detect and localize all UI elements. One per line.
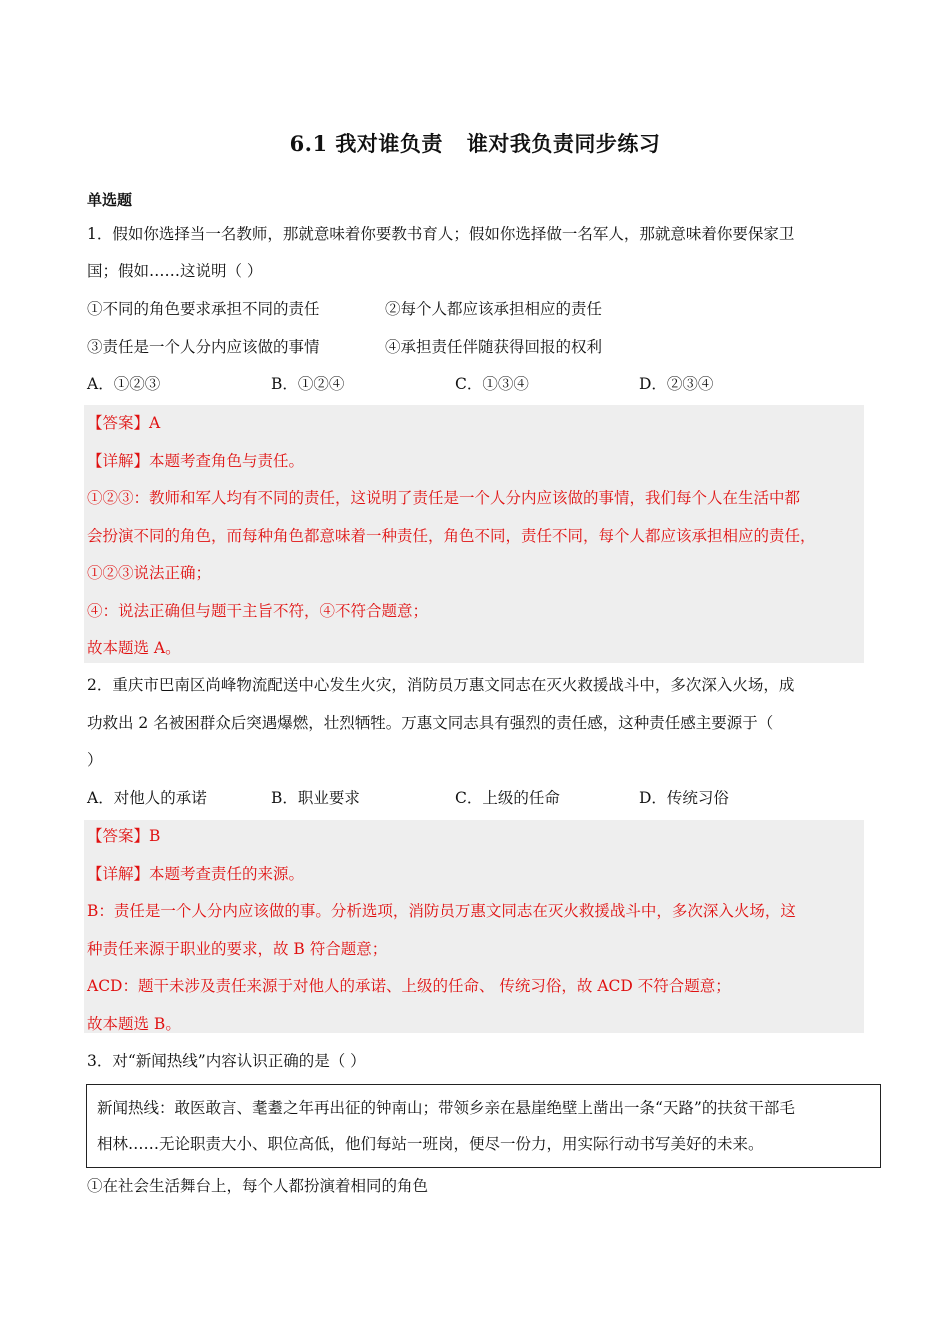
q1-statement-3: ③责任是一个人分内应该做的事情 (87, 338, 320, 356)
q1-option-c: C．①③④ (455, 375, 529, 393)
q1-detail (87, 450, 304, 472)
q2-option-a: A．对他人的承诺 (87, 789, 207, 807)
news-hotline-box (86, 1084, 881, 1168)
q1-detail-text: 本题考查角色与责任。 (149, 452, 305, 470)
q1-statement-4: ④承担责任伴随获得回报的权利 (385, 338, 603, 356)
q1-answer (87, 412, 160, 434)
q1-explain-line2: 会扮演不同的角色，而每种角色都意味着一种责任，角色不同，责任不同，每个人都应该承担相应的责任， (87, 527, 816, 545)
q1-option-a: A．①②③ (87, 375, 161, 393)
news-box-line2: 相林……无论职责大小、职位高低，他们每站一班岗，便尽一份力，用实际行动书写美好的未来。 (97, 1135, 764, 1153)
q2-explain-line4: 故本题选 B。 (87, 1015, 181, 1033)
q1-stem-line2: 国；假如……这说明（ ） (87, 262, 263, 280)
q2-detail (87, 863, 304, 885)
q3-stem-line1: 3．对“新闻热线”内容认识正确的是（ ） (87, 1052, 366, 1070)
q1-option-d: D．②③④ (639, 375, 714, 393)
title-part1: 6.1 我对谁负责 (289, 131, 443, 156)
q2-detail-tag: 【详解】 (87, 865, 150, 883)
q1-explain-line4: ④：说法正确但与题干主旨不符，④不符合题意； (87, 602, 429, 620)
q2-answer (87, 825, 160, 847)
page-title (0, 128, 950, 158)
q1-stem-line1: 1．假如你选择当一名教师，那就意味着你要教书育人；假如你选择做一名军人，那就意味着你要保家卫 (87, 225, 795, 243)
q1-answer-tag: 【答案】 (87, 414, 150, 432)
q2-answer-block (84, 820, 864, 1033)
title-part2: 谁对我负责同步练习 (466, 131, 661, 156)
q2-stem-line3: ） (87, 751, 103, 769)
q2-explain-line1: B：责任是一个人分内应该做的事。分析选项，消防员万惠文同志在灭火救援战斗中，多次深入火场，这 (87, 902, 796, 920)
q2-option-c: C．上级的任命 (455, 789, 560, 807)
q2-option-d: D．传统习俗 (639, 789, 729, 807)
q2-stem-line2: 功救出 2 名被困群众后突遇爆燃，壮烈牺牲。万惠文同志具有强烈的责任感，这种责任感主要源于（ (87, 714, 774, 732)
q1-statement-2: ②每个人都应该承担相应的责任 (385, 300, 603, 318)
q2-stem-line1: 2．重庆市巴南区尚峰物流配送中心发生火灾，消防员万惠文同志在灭火救援战斗中，多次深入火场，成 (87, 676, 795, 694)
q2-option-b: B．职业要求 (271, 789, 360, 807)
news-box-line1: 新闻热线：敢医敢言、耄耋之年再出征的钟南山；带领乡亲在悬崖绝壁上凿出一条“天路”的扶贫干部毛 (97, 1099, 795, 1117)
q2-explain-line2: 种责任来源于职业的要求，故 B 符合题意； (87, 940, 388, 958)
q1-explain-line5: 故本题选 A。 (87, 639, 181, 657)
section-heading: 单选题 (87, 191, 133, 209)
q3-statement-1: ①在社会生活舞台上，每个人都扮演着相同的角色 (87, 1177, 429, 1195)
q2-answer-value: B (149, 827, 161, 845)
q2-explain-line3: ACD：题干未涉及责任来源于对他人的承诺、上级的任命、 传统习俗，故 ACD 不符合题意； (87, 977, 731, 995)
q1-statement-1: ①不同的角色要求承担不同的责任 (87, 300, 320, 318)
q1-explain-line1: ①②③：教师和军人均有不同的责任，这说明了责任是一个人分内应该做的事情，我们每个人在生活中都 (87, 489, 801, 507)
q1-explain-line3: ①②③说法正确； (87, 564, 212, 582)
q2-answer-tag: 【答案】 (87, 827, 150, 845)
q1-detail-tag: 【详解】 (87, 452, 150, 470)
q2-detail-text: 本题考查责任的来源。 (149, 865, 305, 883)
q1-answer-value: A (149, 414, 161, 432)
q1-option-b: B．①②④ (271, 375, 345, 393)
